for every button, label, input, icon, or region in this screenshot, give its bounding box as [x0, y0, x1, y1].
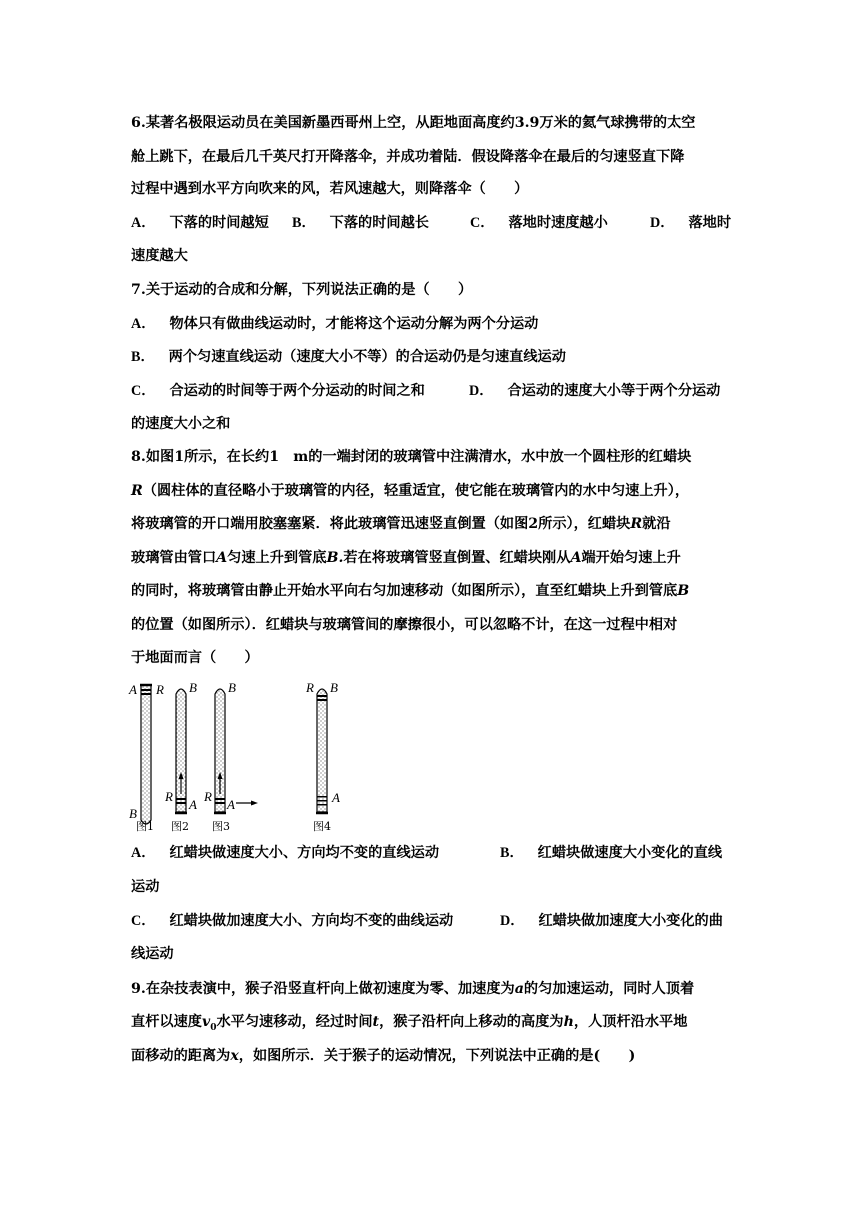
- q7-option-a: A． 物体只有做曲线运动时，才能将这个运动分解为两个分运动: [131, 316, 539, 332]
- q9-number: 9.: [131, 981, 146, 997]
- fig1-caption: 图1: [136, 820, 154, 833]
- q7-option-d: D． 合运动的速度大小等于两个分运动: [469, 383, 721, 399]
- q9-line-1: 9.在杂技表演中，猴子沿竖直杆向上做初速度为零、加速度为a的匀加速运动，同时人顶着: [131, 981, 695, 997]
- q8-option-b-cont: 运动: [131, 879, 160, 895]
- fig2-label-r: R: [165, 789, 173, 804]
- q8-line-3: 将玻璃管的开口端用胶塞塞紧．将此玻璃管迅速竖直倒置（如图2所示），红蜡块R就沿: [131, 516, 671, 532]
- q8-option-d: D． 红蜡块做加速度大小变化的曲: [500, 913, 723, 929]
- tube-4: [305, 680, 340, 833]
- q8-line-2: R（圆柱体的直径略小于玻璃管的内径，轻重适宜，使它能在玻璃管内的水中匀速上升），: [131, 483, 690, 499]
- fig1-label-a: A: [129, 682, 137, 697]
- q8-option-b: B． 红蜡块做速度大小变化的直线: [500, 845, 723, 861]
- q8-option-d-cont: 线运动: [131, 946, 174, 962]
- q7-option-b: B． 两个匀速直线运动（速度大小不等）的合运动仍是匀速直线运动: [131, 349, 566, 365]
- q8-number: 8.: [131, 449, 146, 465]
- q8-line-4: 玻璃管由管口A匀速上升到管底B.若在将玻璃管竖直倒置、红蜡块刚从A端开始匀速上升: [131, 550, 681, 566]
- q8-line-5: 的同时，将玻璃管由静止开始水平向右匀加速移动（如图所示），直至红蜡块上升到管底B: [131, 583, 690, 599]
- q7-number: 7.: [131, 282, 146, 298]
- q8-line-6: 的位置（如图所示）．红蜡块与玻璃管间的摩擦很小，可以忽略不计，在这一过程中相对: [131, 617, 678, 633]
- fig1-label-b: B: [129, 806, 137, 821]
- q8-option-a: A． 红蜡块做速度大小、方向均不变的直线运动: [131, 845, 440, 861]
- q6-option-b: B． 下落的时间越长: [292, 215, 429, 231]
- fig3-label-a: A: [227, 797, 235, 812]
- q6-option-d-cont: 速度越大: [131, 248, 188, 264]
- q8-figure: [128, 680, 368, 835]
- fig2-label-a: A: [189, 797, 197, 812]
- fig3-label-r: R: [204, 789, 212, 804]
- q6-line-3: 过程中遇到水平方向吹来的风，若风速越大，则降落伞（ ）: [131, 181, 529, 197]
- q8-option-c: C． 红蜡块做加速度大小、方向均不变的曲线运动: [131, 913, 454, 929]
- fig4-label-r: R: [306, 680, 314, 695]
- fig2-caption: 图2: [171, 820, 189, 833]
- q9-line-3: 面移动的距离为x，如图所示．关于猴子的运动情况，下列说法中正确的是( ): [131, 1048, 636, 1064]
- q6-line-1: 6.某著名极限运动员在美国新墨西哥州上空，从距地面高度约3.9万米的氦气球携带的太空: [131, 115, 696, 131]
- q7-stem: 7.关于运动的合成和分解，下列说法正确的是（ ）: [131, 282, 473, 298]
- fig4-label-b: B: [330, 680, 338, 695]
- q6-option-c: C． 落地时速度越小: [470, 215, 608, 231]
- q7-option-c: C． 合运动的时间等于两个分运动的时间之和: [131, 383, 425, 399]
- q8-line-1: 8.如图1所示，在长约1 m的一端封闭的玻璃管中注满清水，水中放一个圆柱形的红蜡块: [131, 449, 692, 465]
- fig4-label-a: A: [332, 790, 340, 805]
- q6-number: 6.: [131, 115, 146, 131]
- fig1-label-r: R: [156, 682, 164, 697]
- tube-3: [203, 680, 258, 833]
- tube-1: [128, 682, 164, 833]
- fig2-label-b: B: [189, 680, 197, 695]
- tube-2: [164, 680, 197, 833]
- q6-option-a: A． 下落的时间越短: [131, 215, 269, 231]
- fig3-caption: 图3: [212, 820, 230, 833]
- fig3-label-b: B: [228, 680, 236, 695]
- q9-line-2: 直杆以速度$v_0$水平匀速移动，经过时间t，猴子沿杆向上移动的高度为h，人顶杆沿水平地: [131, 1014, 688, 1033]
- q6-line-2: 舱上跳下，在最后几千英尺打开降落伞，并成功着陆．假设降落伞在最后的匀速竖直下降: [131, 149, 685, 165]
- q8-line-7: 于地面而言（ ）: [131, 650, 259, 666]
- q6-option-d: D． 落地时: [650, 215, 732, 231]
- q7-option-d-cont: 的速度大小之和: [131, 416, 231, 432]
- fig4-caption: 图4: [313, 820, 331, 833]
